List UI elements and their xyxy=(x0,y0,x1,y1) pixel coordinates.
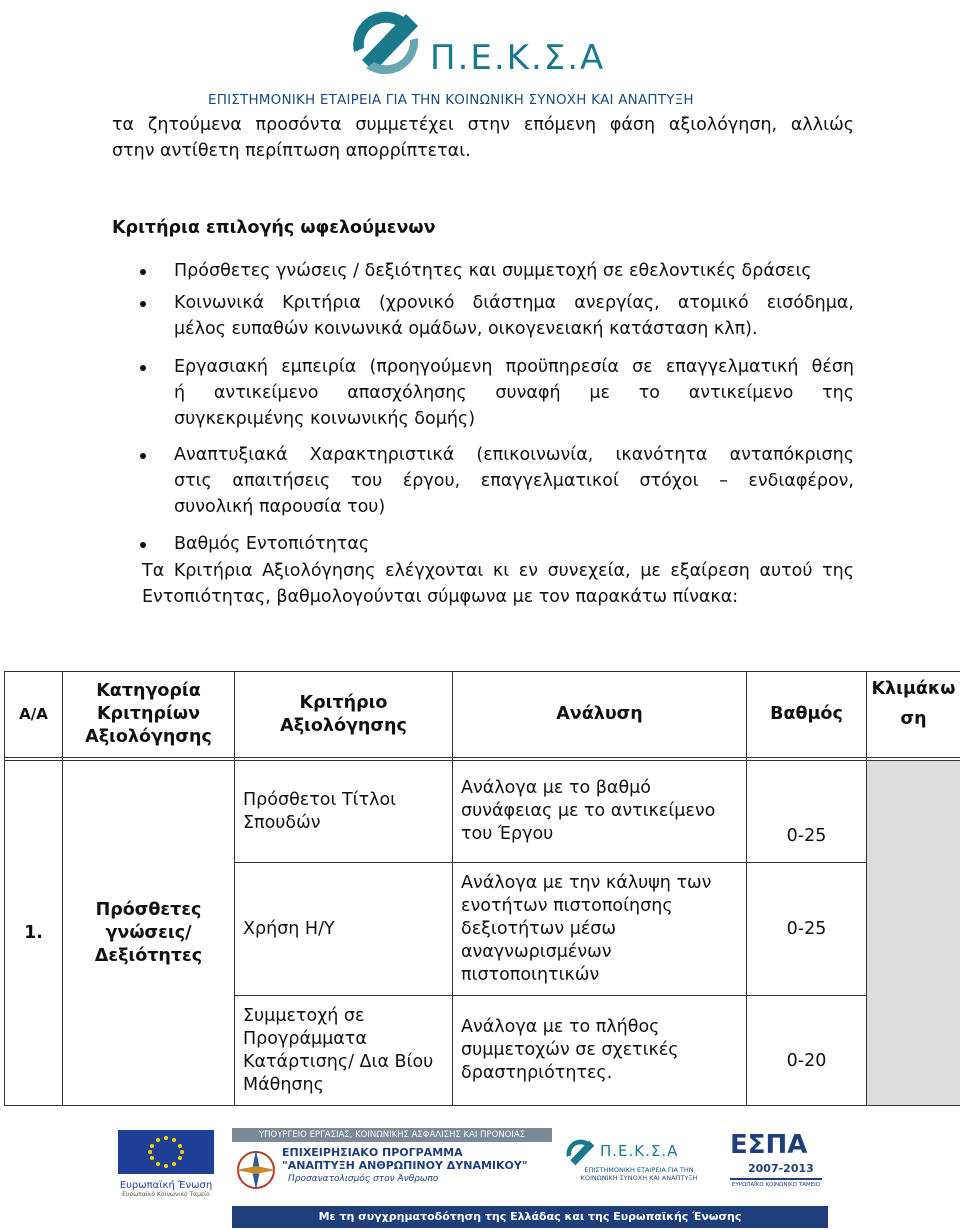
score-cell: 0-25 xyxy=(747,761,867,863)
score-cell: 0-20 xyxy=(747,996,867,1106)
pekesa-footer-name: Π.Ε.Κ.Σ.Α xyxy=(600,1142,679,1160)
criterion-cell: Χρήση Η/Υ xyxy=(235,863,453,996)
eu-caption: Ευρωπαϊκή Ένωση xyxy=(119,1180,213,1191)
list-item xyxy=(142,290,854,342)
intro-line-2: στην αντίθετη περίπτωση απορρίπτεται. xyxy=(112,141,471,161)
section-heading: Κριτήρια επιλογής ωφελούμενων xyxy=(112,218,436,238)
eu-flag-icon xyxy=(118,1130,214,1174)
bullet-icon xyxy=(140,269,146,275)
ministry-strip: ΥΠΟΥΡΓΕΙΟ ΕΡΓΑΣΙΑΣ, ΚΟΙΝΩΝΙΚΗΣ ΑΣΦΑΛΙΣΗΣ ΚΑΙ ΠΡΟΝΟΙΑΣ xyxy=(232,1128,552,1142)
bullet-icon xyxy=(140,365,146,371)
list-item xyxy=(142,354,854,432)
analysis-cell: Ανάλογα με το βαθμό συνάφειας με το αντικείμενο του Έργου xyxy=(453,761,747,863)
pekesa-footer-sub: ΕΠΙΣΤΗΜΟΝΙΚΗ ΕΤΑΙΡΕΙΑ ΓΙΑ ΤΗΝ ΚΟΙΝΩΝΙΚΗ ΣΥΝΟΧΗ ΚΑΙ ΑΝΑΠΤΥΞΗ xyxy=(580,1166,698,1182)
pekesa-mark-icon xyxy=(564,1138,598,1168)
bullet-icon xyxy=(140,453,146,459)
programme-motto: Προσανατολισμός στον Άνθρωπο xyxy=(288,1174,439,1184)
list-item-text: ή αντικείμενο απασχόλησης συναφή με το αντικείμενο της xyxy=(174,383,854,403)
closing-line-2: Εντοπιότητας, βαθμολογούνται σύμφωνα με τον παρακάτω πίνακα: xyxy=(142,587,739,607)
score-cell: 0-25 xyxy=(747,863,867,996)
espa-subcaption: ΕΥΡΩΠΑΪΚΟ ΚΟΙΝΩΝΙΚΟ ΤΑΜΕΙΟ xyxy=(730,1178,822,1189)
espa-logo xyxy=(724,1128,828,1194)
programme-subtitle: "ΑΝΑΠΤΥΞΗ ΑΝΘΡΩΠΙΝΟΥ ΔΥΝΑΜΙΚΟΥ" xyxy=(282,1159,528,1172)
cofinancing-strip xyxy=(232,1206,828,1228)
eu-flag-logo xyxy=(118,1130,214,1198)
logo-wordmark: Π.Ε.Κ.Σ.Α xyxy=(430,38,606,78)
list-item xyxy=(142,442,854,520)
list-item-text: συνολική παρουσία του) xyxy=(174,497,386,517)
group-number: 1. xyxy=(5,761,63,1106)
column-header-criterion: Κριτήριο Αξιολόγησης xyxy=(235,672,453,758)
espa-years: 2007-2013 xyxy=(748,1162,814,1175)
programme-title: ΕΠΙΧΕΙΡΗΣΙΑΚΟ ΠΡΟΓΡΑΜΜΑ xyxy=(282,1146,463,1159)
intro-paragraph xyxy=(112,112,854,164)
closing-line-1: Τα Κριτήρια Αξιολόγησης ελέγχονται κι εν συνεχεία, με εξαίρεση αυτού της xyxy=(142,561,854,581)
intro-line-1: τα ζητούμενα προσόντα συμμετέχει στην επόμενη φάση αξιολόγηση, αλλιώς xyxy=(112,115,854,135)
pekesa-logo-icon xyxy=(348,8,426,78)
header-tagline: ΕΠΙΣΤΗΜΟΝΙΚΗ ΕΤΑΙΡΕΙΑ ΓΙΑ ΤΗΝ ΚΟΙΝΩΝΙΚΗ ΣΥΝΟΧΗ ΚΑΙ ΑΝΑΠΤΥΞΗ xyxy=(208,92,694,108)
list-item-text: μέλος ευπαθών κοινωνικά ομάδων, οικογενειακή κατάσταση κλπ). xyxy=(174,319,758,339)
list-item-text: Βαθμός Εντοπιότητας xyxy=(174,534,370,554)
pekesa-footer-logo xyxy=(560,1132,710,1192)
table-row xyxy=(5,761,960,863)
criterion-cell: Πρόσθετοι Τίτλοι Σπουδών xyxy=(235,761,453,863)
list-item-text: Πρόσθετες γνώσεις / δεξιότητες και συμμετοχή σε εθελοντικές δράσεις xyxy=(174,261,812,281)
list-item-text: Αναπτυξιακά Χαρακτηριστικά (επικοινωνία, ικανότητα ανταπόκρισης xyxy=(174,445,854,465)
list-item-text: Κοινωνικά Κριτήρια (χρονικό διάστημα ανεργίας, ατομικό εισόδημα, xyxy=(174,293,854,313)
column-header-score: Βαθμός xyxy=(747,672,867,758)
bullet-icon xyxy=(140,542,146,548)
list-item xyxy=(142,531,854,557)
column-header-category: Κατηγορία Κριτηρίων Αξιολόγησης xyxy=(63,672,235,758)
column-header-aa: Α/Α xyxy=(5,672,63,758)
bullet-icon xyxy=(140,301,146,307)
criteria-table xyxy=(4,671,960,1106)
list-item xyxy=(142,258,854,284)
scale-cell xyxy=(867,761,960,1106)
list-item-text: συγκεκριμένης κοινωνικής δομής) xyxy=(174,409,476,429)
criterion-cell: Συμμετοχή σε Προγράμματα Κατάρτισης/ Δια Βίου Μάθησης xyxy=(235,996,453,1106)
compass-logo-icon xyxy=(234,1148,278,1192)
espa-wordmark: ΕΣΠΑ xyxy=(730,1130,808,1160)
group-category: Πρόσθετες γνώσεις/ Δεξιότητες xyxy=(63,761,235,1106)
table-header-row xyxy=(5,672,960,758)
list-item-text: Εργασιακή εμπειρία (προηγούμενη προϋπηρεσία σε επαγγελματική θέση xyxy=(174,357,854,377)
eu-subcaption: Ευρωπαϊκό Κοινωνικό Ταμείο xyxy=(122,1191,210,1198)
analysis-cell: Ανάλογα με το πλήθος συμμετοχών σε σχετικές δραστηριότητες. xyxy=(453,996,747,1106)
closing-paragraph xyxy=(142,558,854,610)
column-header-scale: Κλιμάκωση xyxy=(867,672,960,758)
cofinancing-text: Με τη συγχρηματοδότηση της Ελλάδας και της Ευρωπαϊκής Ένωσης xyxy=(318,1210,742,1223)
analysis-cell: Ανάλογα με την κάλυψη των ενοτήτων πιστοποίησης δεξιοτήτων μέσω αναγνωρισμένων πιστοποιητικών xyxy=(453,863,747,996)
column-header-analysis: Ανάλυση xyxy=(453,672,747,758)
list-item-text: στις απαιτήσεις του έργου, επαγγελματικοί στόχοι – ενδιαφέρον, xyxy=(174,471,854,491)
